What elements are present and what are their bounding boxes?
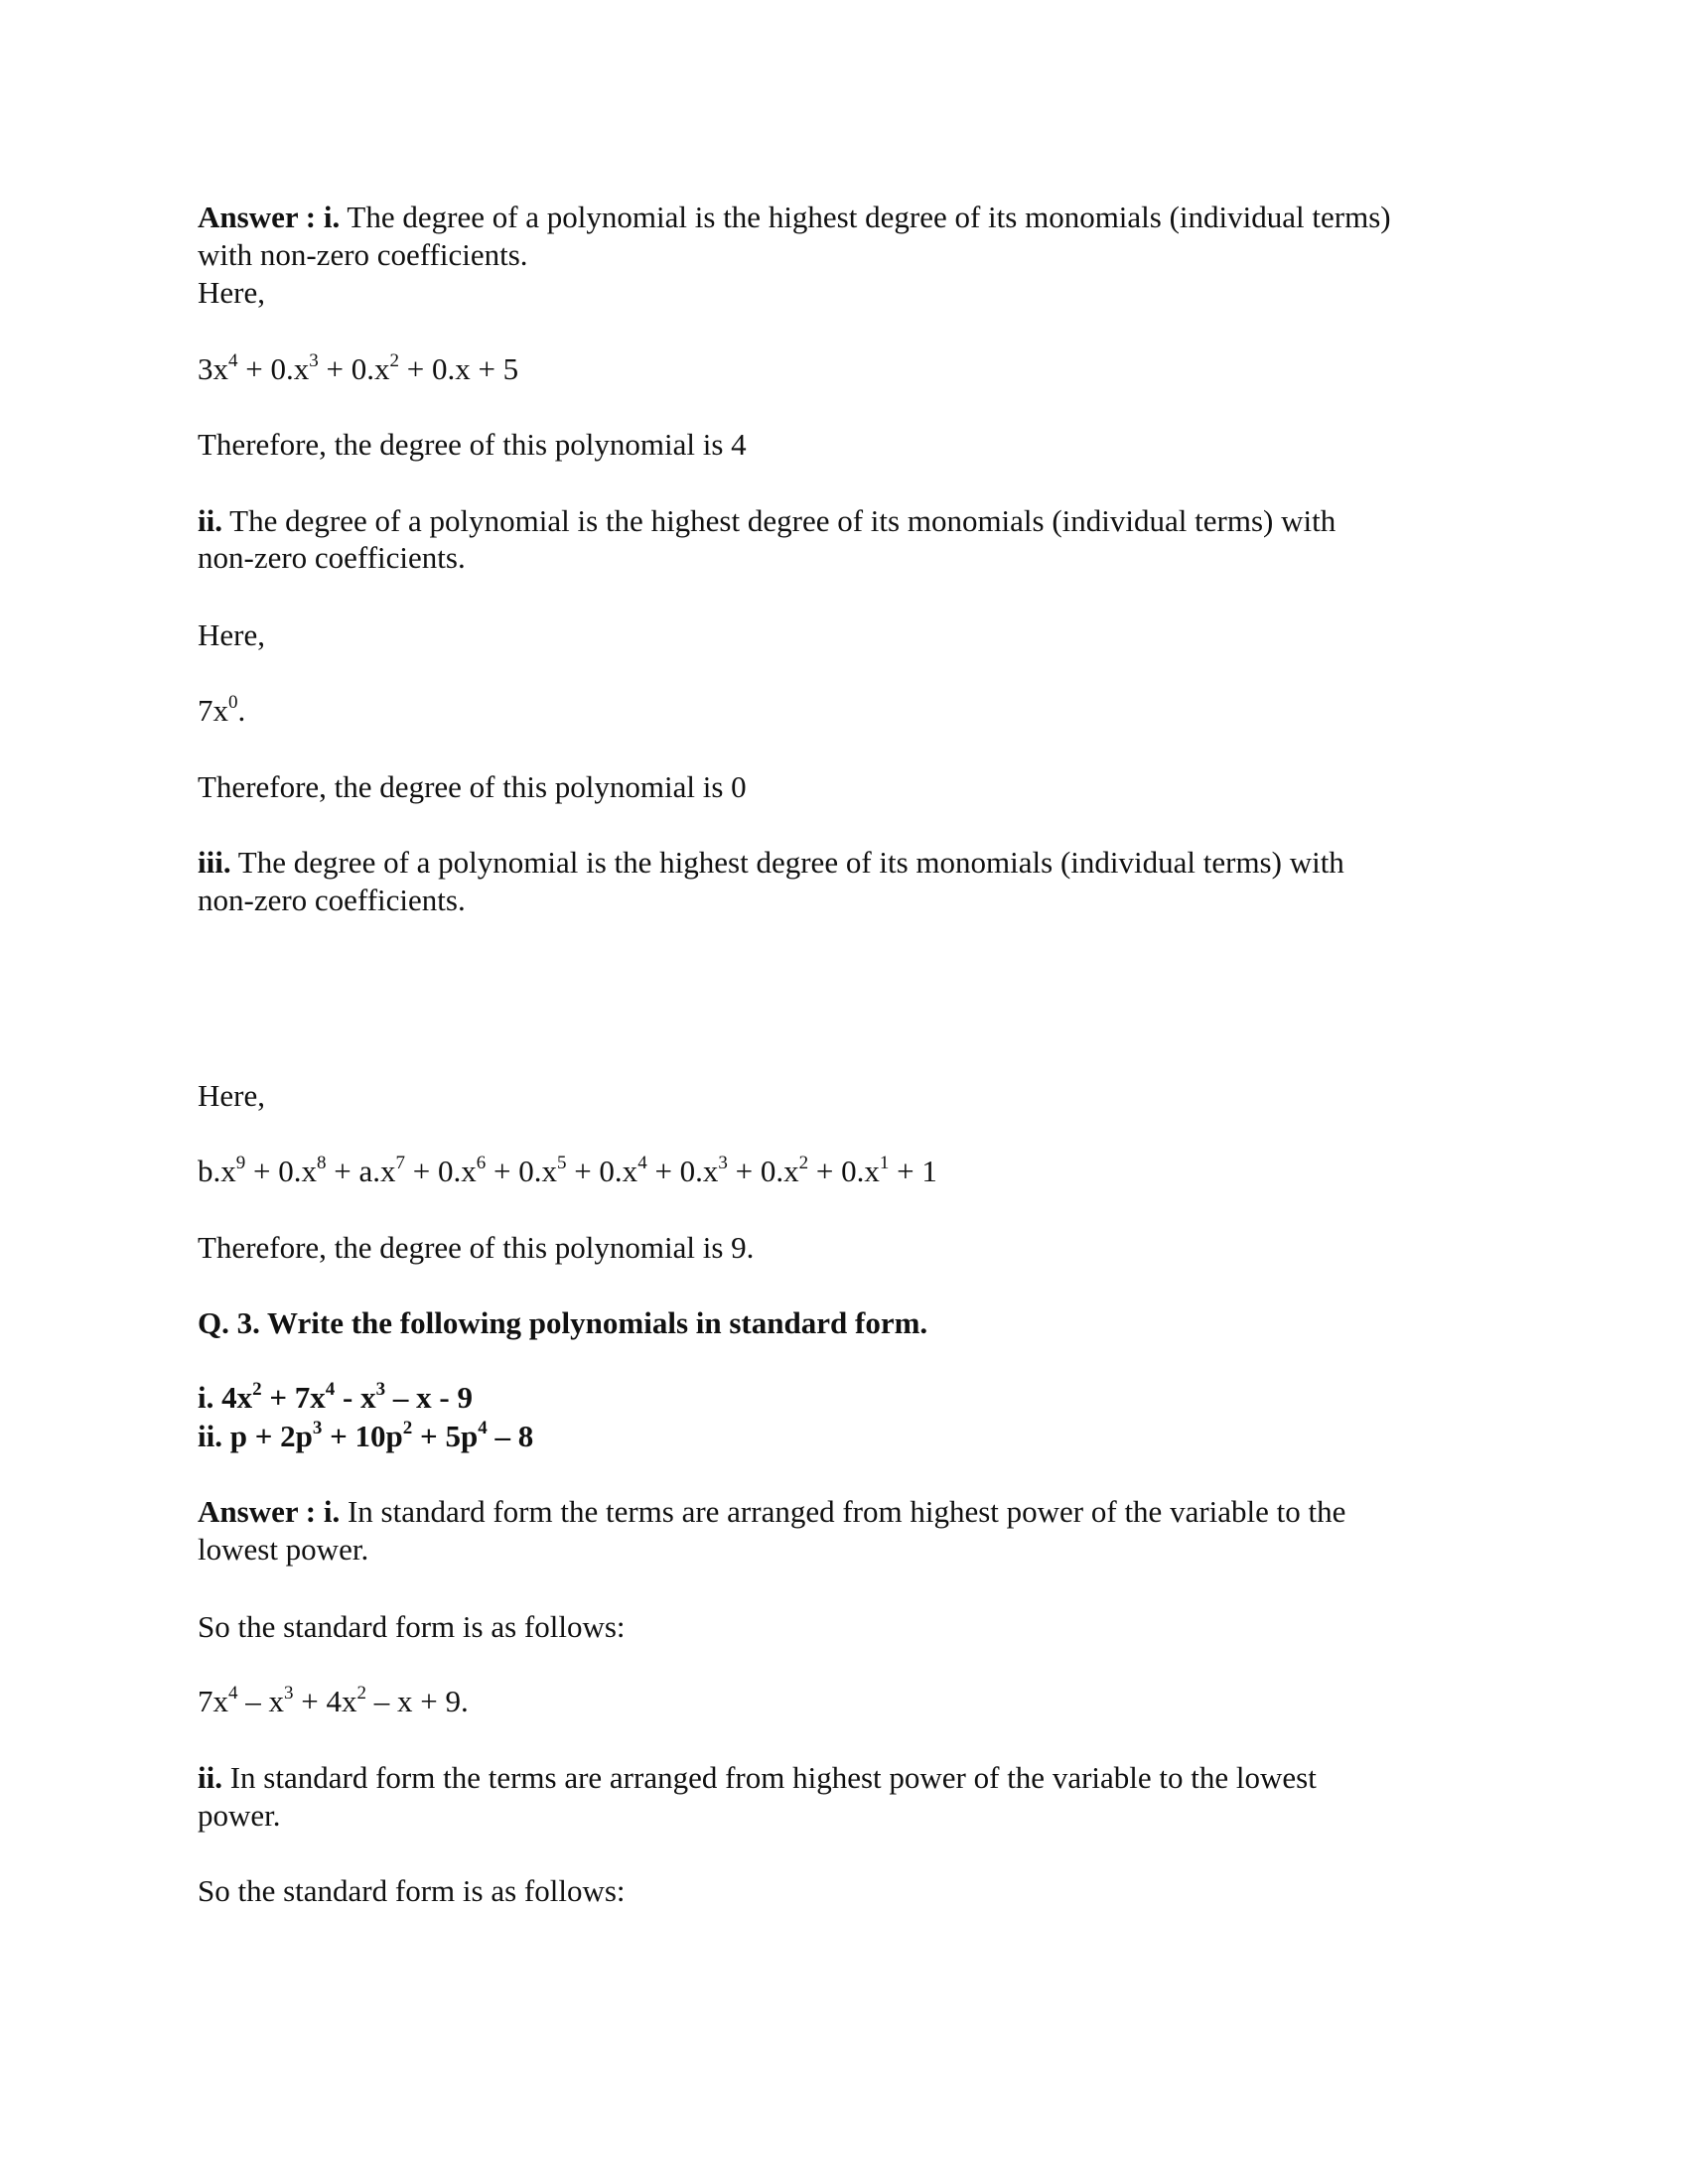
text-segment: The degree of a polynomial is the highest degree of its monomials (individual terms) with — [230, 845, 1344, 880]
text-segment: So the standard form is as follows: — [198, 1873, 626, 1908]
text-line — [198, 1077, 265, 1115]
text-segment: + 1 — [889, 1154, 937, 1188]
exponent: 3 — [284, 1683, 294, 1704]
exponent: 2 — [389, 350, 399, 371]
text-line — [198, 274, 265, 312]
bold-text: ii. p + 2p — [198, 1419, 313, 1453]
exponent: 2 — [798, 1153, 809, 1173]
exponent: 2 — [356, 1683, 366, 1704]
text-line — [198, 1153, 937, 1190]
text-line — [198, 426, 747, 464]
text-line — [198, 1418, 533, 1455]
bold-text: ii. — [198, 503, 222, 538]
exponent: 7 — [395, 1153, 405, 1173]
exponent: 3 — [375, 1379, 386, 1400]
bold-text: + 7x — [261, 1380, 326, 1415]
text-segment: + 0.x — [245, 1154, 317, 1188]
text-segment: So the standard form is as follows: — [198, 1609, 626, 1644]
text-segment: lowest power. — [198, 1532, 369, 1567]
text-segment: non-zero coefficients. — [198, 883, 466, 917]
text-line — [198, 502, 1336, 540]
bold-text: Answer : i. — [198, 1494, 341, 1529]
text-segment: + 0.x — [318, 351, 390, 386]
text-line — [198, 1304, 927, 1342]
bold-text: i. 4x — [198, 1380, 253, 1415]
text-line — [198, 1493, 1345, 1531]
text-segment: with non-zero coefficients. — [198, 237, 528, 272]
text-segment: b.x — [198, 1154, 236, 1188]
exponent: 4 — [325, 1379, 336, 1400]
text-segment: + 0.x — [727, 1154, 799, 1188]
text-line — [198, 1797, 281, 1835]
bold-text: + 10p — [322, 1419, 403, 1453]
text-segment: + 0.x + 5 — [398, 351, 519, 386]
exponent: 3 — [312, 1418, 323, 1438]
bold-text: – 8 — [487, 1419, 534, 1453]
exponent: 0 — [228, 692, 238, 713]
bold-text: Answer : i. — [198, 200, 341, 234]
text-segment: non-zero coefficients. — [198, 540, 466, 575]
text-line — [198, 1872, 626, 1910]
exponent: 4 — [228, 350, 238, 371]
text-segment: 7x — [198, 693, 228, 728]
text-segment: + 0.x — [237, 351, 310, 386]
text-segment: . — [237, 693, 246, 728]
text-line — [198, 1531, 368, 1569]
text-line — [198, 768, 747, 806]
text-segment: 7x — [198, 1684, 228, 1718]
text-segment: + 0.x — [808, 1154, 880, 1188]
text-segment: In standard form the terms are arranged from highest power of the variable to the — [340, 1494, 1346, 1529]
text-segment: The degree of a polynomial is the highest degree of its monomials (individual terms) — [340, 200, 1391, 234]
text-segment: The degree of a polynomial is the highest degree of its monomials (individual terms) with — [221, 503, 1336, 538]
text-segment: – x — [237, 1684, 284, 1718]
bold-text: - x — [335, 1380, 376, 1415]
exponent: 6 — [476, 1153, 487, 1173]
text-line — [198, 844, 1344, 882]
bold-text: ii. — [198, 1760, 222, 1795]
bold-text: iii. — [198, 845, 231, 880]
text-segment: In standard form the terms are arranged from highest power of the variable to the lowest — [221, 1760, 1317, 1795]
text-segment: Therefore, the degree of this polynomial is 4 — [198, 427, 747, 462]
bold-text: – x - 9 — [385, 1380, 473, 1415]
exponent: 2 — [402, 1418, 413, 1438]
text-segment: 3x — [198, 351, 228, 386]
exponent: 4 — [228, 1683, 238, 1704]
bold-text: Q. 3. Write the following polynomials in standard form. — [198, 1305, 928, 1340]
exponent: 3 — [718, 1153, 728, 1173]
text-line — [198, 199, 1391, 236]
text-segment: + 4x — [293, 1684, 357, 1718]
bold-text: + 5p — [412, 1419, 479, 1453]
text-line — [198, 1229, 754, 1267]
text-segment: + a.x — [326, 1154, 396, 1188]
text-segment: power. — [198, 1798, 281, 1833]
text-segment: + 0.x — [566, 1154, 638, 1188]
text-line — [198, 236, 528, 274]
text-segment: + 0.x — [646, 1154, 719, 1188]
exponent: 2 — [252, 1379, 262, 1400]
text-line — [198, 1759, 1317, 1797]
exponent: 4 — [478, 1418, 488, 1438]
text-line — [198, 1608, 626, 1646]
text-line — [198, 1683, 469, 1720]
text-line — [198, 692, 245, 730]
exponent: 3 — [309, 350, 319, 371]
text-segment: + 0.x — [404, 1154, 477, 1188]
text-segment: Here, — [198, 1078, 265, 1113]
exponent: 1 — [879, 1153, 890, 1173]
text-line — [198, 350, 518, 388]
text-segment: Therefore, the degree of this polynomial is 9. — [198, 1230, 755, 1265]
text-line — [198, 616, 265, 654]
text-segment: Here, — [198, 617, 265, 652]
text-segment: Therefore, the degree of this polynomial is 0 — [198, 769, 747, 804]
text-line — [198, 1379, 473, 1417]
exponent: 4 — [637, 1153, 647, 1173]
text-line — [198, 882, 466, 919]
text-segment: Here, — [198, 275, 265, 310]
text-segment: – x + 9. — [365, 1684, 469, 1718]
exponent: 9 — [235, 1153, 246, 1173]
exponent: 5 — [556, 1153, 567, 1173]
text-line — [198, 539, 466, 577]
exponent: 8 — [316, 1153, 327, 1173]
text-segment: + 0.x — [486, 1154, 557, 1188]
